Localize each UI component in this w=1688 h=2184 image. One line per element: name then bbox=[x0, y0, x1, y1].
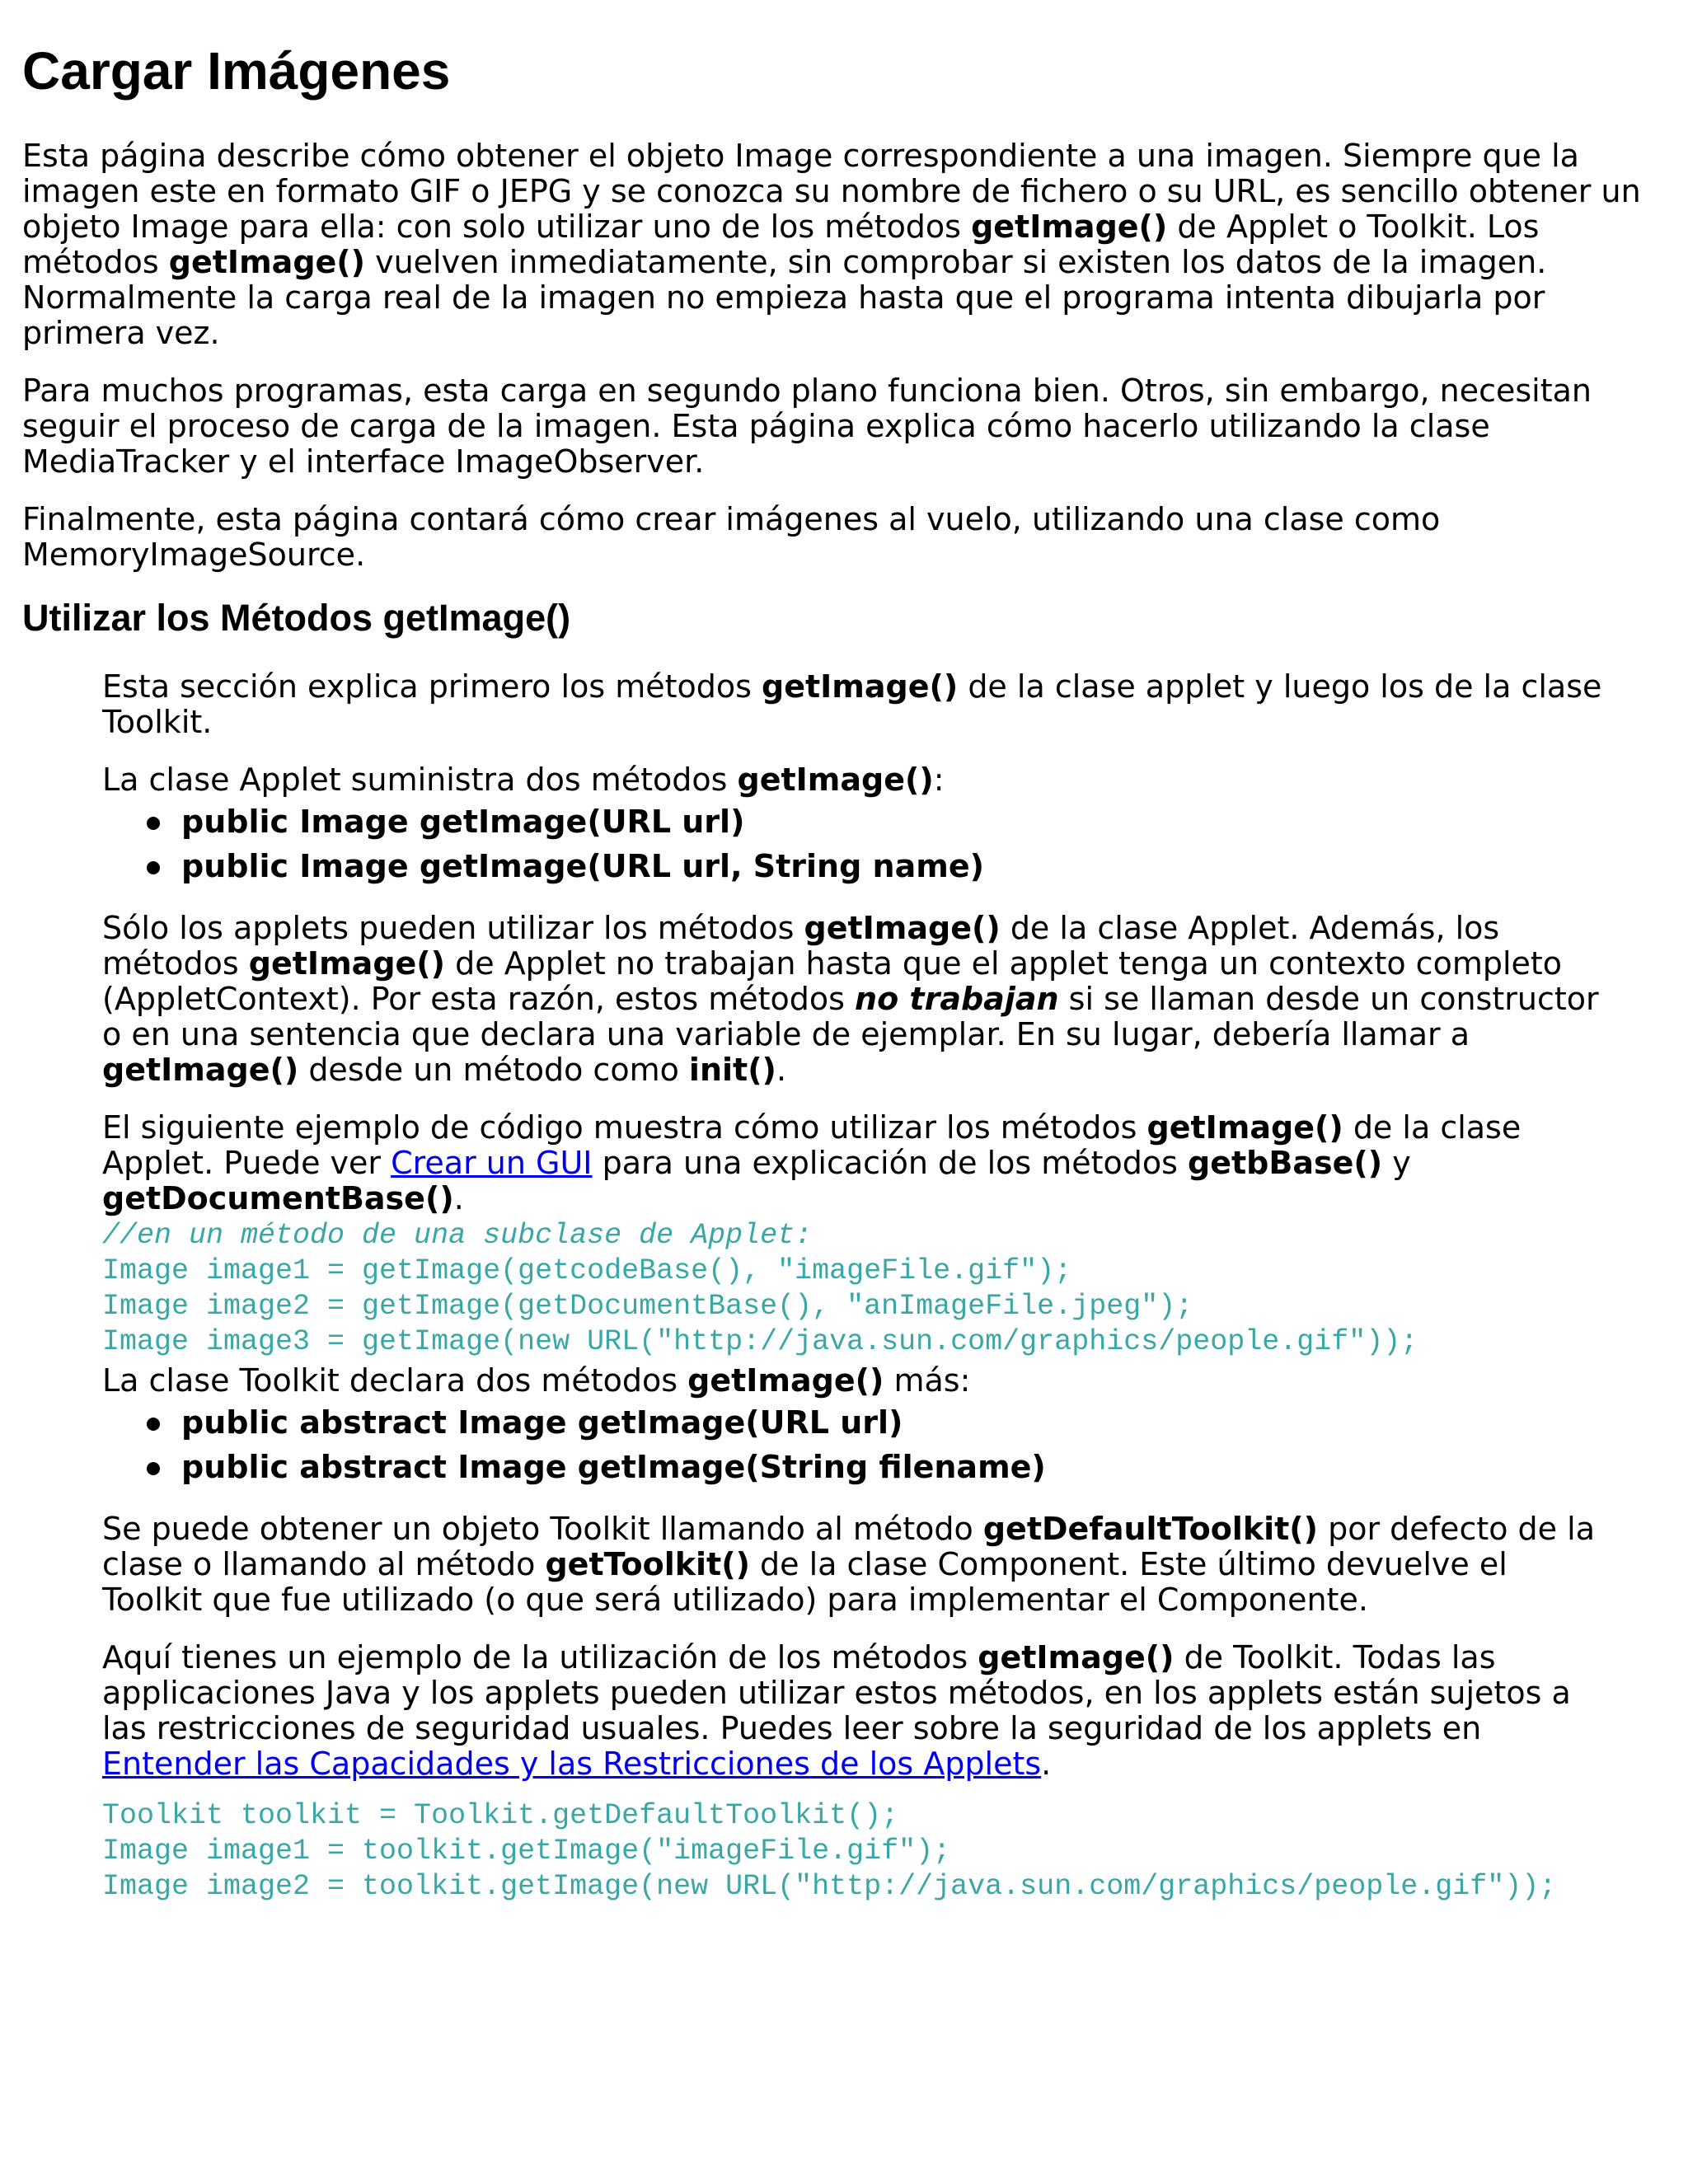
bullet-icon bbox=[147, 817, 160, 830]
text-run: Aquí tienes un ejemplo de la utilización de los métodos bbox=[102, 1639, 978, 1675]
method-name: getImage() bbox=[737, 762, 934, 798]
method-signature: public abstract Image getImage(String filename) bbox=[181, 1449, 1046, 1485]
method-name: getImage() bbox=[971, 209, 1168, 245]
text-run: : bbox=[933, 762, 945, 798]
code-comment: //en un método de una subclase de Applet: bbox=[102, 1219, 813, 1252]
text-run: Sólo los applets pueden utilizar los métodos bbox=[102, 910, 804, 946]
method-name: getbBase() bbox=[1188, 1145, 1383, 1181]
text-run: de la clase Component. Este último devuelve el Toolkit que fue utilizado (o que será utilizado) para implementar el Componente. bbox=[102, 1546, 1507, 1618]
list-item bbox=[102, 1400, 1611, 1445]
bullet-icon bbox=[147, 1418, 160, 1431]
text-run: El siguiente ejemplo de código muestra cómo utilizar los métodos bbox=[102, 1109, 1147, 1146]
applet-methods-list bbox=[102, 799, 1611, 888]
method-name: getImage() bbox=[978, 1639, 1175, 1675]
code-line: Toolkit toolkit = Toolkit.getDefaultToolkit(); bbox=[102, 1799, 899, 1832]
text-run: de Applet no trabajan hasta que el applet tenga un contexto completo (AppletContext). Por esta razón, estos métodos bbox=[102, 945, 1563, 1017]
applet-security-link[interactable]: Entender las Capacidades y las Restricciones de los Applets bbox=[102, 1746, 1042, 1782]
text-run: de la clase Applet. Puede ver bbox=[102, 1109, 1522, 1181]
section-paragraph-6 bbox=[102, 1511, 1611, 1618]
text-run: . bbox=[453, 1180, 464, 1216]
intro-paragraph-2: Para muchos programas, esta carga en segundo plano funciona bien. Otros, sin embargo, necesitan seguir el proceso de carga de la imagen. Esta página explica cómo hacerlo utilizando la clase MediaTracker y el interface ImageObserver. bbox=[22, 373, 1592, 480]
section-paragraph-7 bbox=[102, 1640, 1611, 1782]
bullet-icon bbox=[147, 1462, 160, 1475]
bullet-icon bbox=[147, 861, 160, 874]
section-paragraph-1 bbox=[102, 669, 1611, 740]
crear-un-gui-link[interactable]: Crear un GUI bbox=[391, 1145, 593, 1181]
code-block-toolkit bbox=[102, 1798, 1611, 1905]
text-run: vuelven inmediatamente, sin comprobar si existen los datos de la imagen. Normalmente la carga real de la imagen no empieza hasta que el programa intenta dibujarla por primera vez. bbox=[22, 244, 1547, 351]
code-block-applet bbox=[102, 1218, 1611, 1360]
method-signature: public abstract Image getImage(URL url) bbox=[181, 1404, 903, 1441]
text-run: más: bbox=[884, 1362, 971, 1399]
list-item bbox=[102, 1445, 1611, 1489]
method-signature: public Image getImage(URL url, String name) bbox=[181, 848, 984, 884]
text-run: La clase Toolkit declara dos métodos bbox=[102, 1362, 688, 1399]
intro-paragraph-3: Finalmente, esta página contará cómo crear imágenes al vuelo, utilizando una clase como MemoryImageSource. bbox=[22, 501, 1441, 573]
text-run: desde un método como bbox=[298, 1052, 689, 1088]
text-run: y bbox=[1382, 1145, 1411, 1181]
method-name: getImage() bbox=[687, 1362, 884, 1399]
method-name: getImage() bbox=[804, 910, 1001, 946]
text-run: Esta sección explica primero los métodos bbox=[102, 668, 762, 705]
method-name: init() bbox=[688, 1052, 776, 1088]
text-run: . bbox=[776, 1052, 787, 1088]
text-run: La clase Applet suministra dos métodos bbox=[102, 762, 738, 798]
method-name: getImage() bbox=[762, 668, 959, 705]
text-run: . bbox=[1041, 1746, 1052, 1782]
method-name: getToolkit() bbox=[545, 1546, 750, 1582]
text-run: Se puede obtener un objeto Toolkit llamando al método bbox=[102, 1511, 983, 1547]
text-run: de Toolkit. Todas las applicaciones Java y los applets pueden utilizar estos métodos, en los applets están sujetos a las restricciones de seguridad usuales. Puedes leer sobre la seguridad de los applets en bbox=[102, 1639, 1571, 1746]
section-paragraph-2 bbox=[102, 762, 1611, 798]
section-paragraph-4 bbox=[102, 1110, 1611, 1216]
code-line: Image image2 = getImage(getDocumentBase(), "anImageFile.jpeg"); bbox=[102, 1290, 1193, 1323]
code-line: Image image3 = getImage(new URL("http://java.sun.com/graphics/people.gif")); bbox=[102, 1325, 1418, 1358]
method-name: getDefaultToolkit() bbox=[982, 1511, 1319, 1547]
text-run: Esta página describe cómo obtener el objeto Image correspondiente a una imagen. Siempre que la imagen este en formato GIF o JEPG y se conozca su nombre de fichero o su URL, es sencillo obtener un objeto Image para ella: con solo utilizar uno de los métodos bbox=[22, 138, 1641, 245]
code-line: Image image1 = getImage(getcodeBase(), "imageFile.gif"); bbox=[102, 1254, 1072, 1287]
section-body bbox=[102, 669, 1611, 1905]
method-signature: public Image getImage(URL url) bbox=[181, 804, 745, 840]
list-item bbox=[102, 844, 1611, 888]
section-paragraph-3 bbox=[102, 911, 1611, 1088]
document-page bbox=[22, 0, 1662, 1908]
section-paragraph-5 bbox=[102, 1363, 1611, 1399]
text-run: para una explicación de los métodos bbox=[592, 1145, 1189, 1181]
method-name: getImage() bbox=[102, 1052, 299, 1088]
method-name: getImage() bbox=[248, 945, 446, 982]
text-run: de Applet o Toolkit. Los métodos bbox=[22, 209, 1540, 280]
text-run: de la clase Applet. Además, los métodos bbox=[102, 910, 1500, 982]
emphasis: no trabajan bbox=[855, 981, 1059, 1017]
toolkit-methods-list bbox=[102, 1400, 1611, 1489]
code-line: Image image1 = toolkit.getImage("imageFile.gif"); bbox=[102, 1835, 951, 1868]
page-title: Cargar Imágenes bbox=[22, 41, 451, 101]
section-heading: Utilizar los Métodos getImage() bbox=[22, 597, 571, 639]
list-item bbox=[102, 799, 1611, 844]
method-name: getImage() bbox=[1146, 1109, 1343, 1146]
method-name: getImage() bbox=[168, 244, 366, 280]
code-line: Image image2 = toolkit.getImage(new URL("http://java.sun.com/graphics/people.gif")); bbox=[102, 1870, 1557, 1903]
text-run: por defecto de la clase o llamando al método bbox=[102, 1511, 1595, 1582]
text-run: de la clase applet y luego los de la clase Toolkit. bbox=[102, 668, 1602, 740]
text-run: si se llaman desde un constructor o en una sentencia que declara una variable de ejemplar. En su lugar, debería llamar a bbox=[102, 981, 1599, 1052]
method-name: getDocumentBase() bbox=[102, 1180, 454, 1216]
intro-paragraph-1 bbox=[22, 138, 1662, 351]
